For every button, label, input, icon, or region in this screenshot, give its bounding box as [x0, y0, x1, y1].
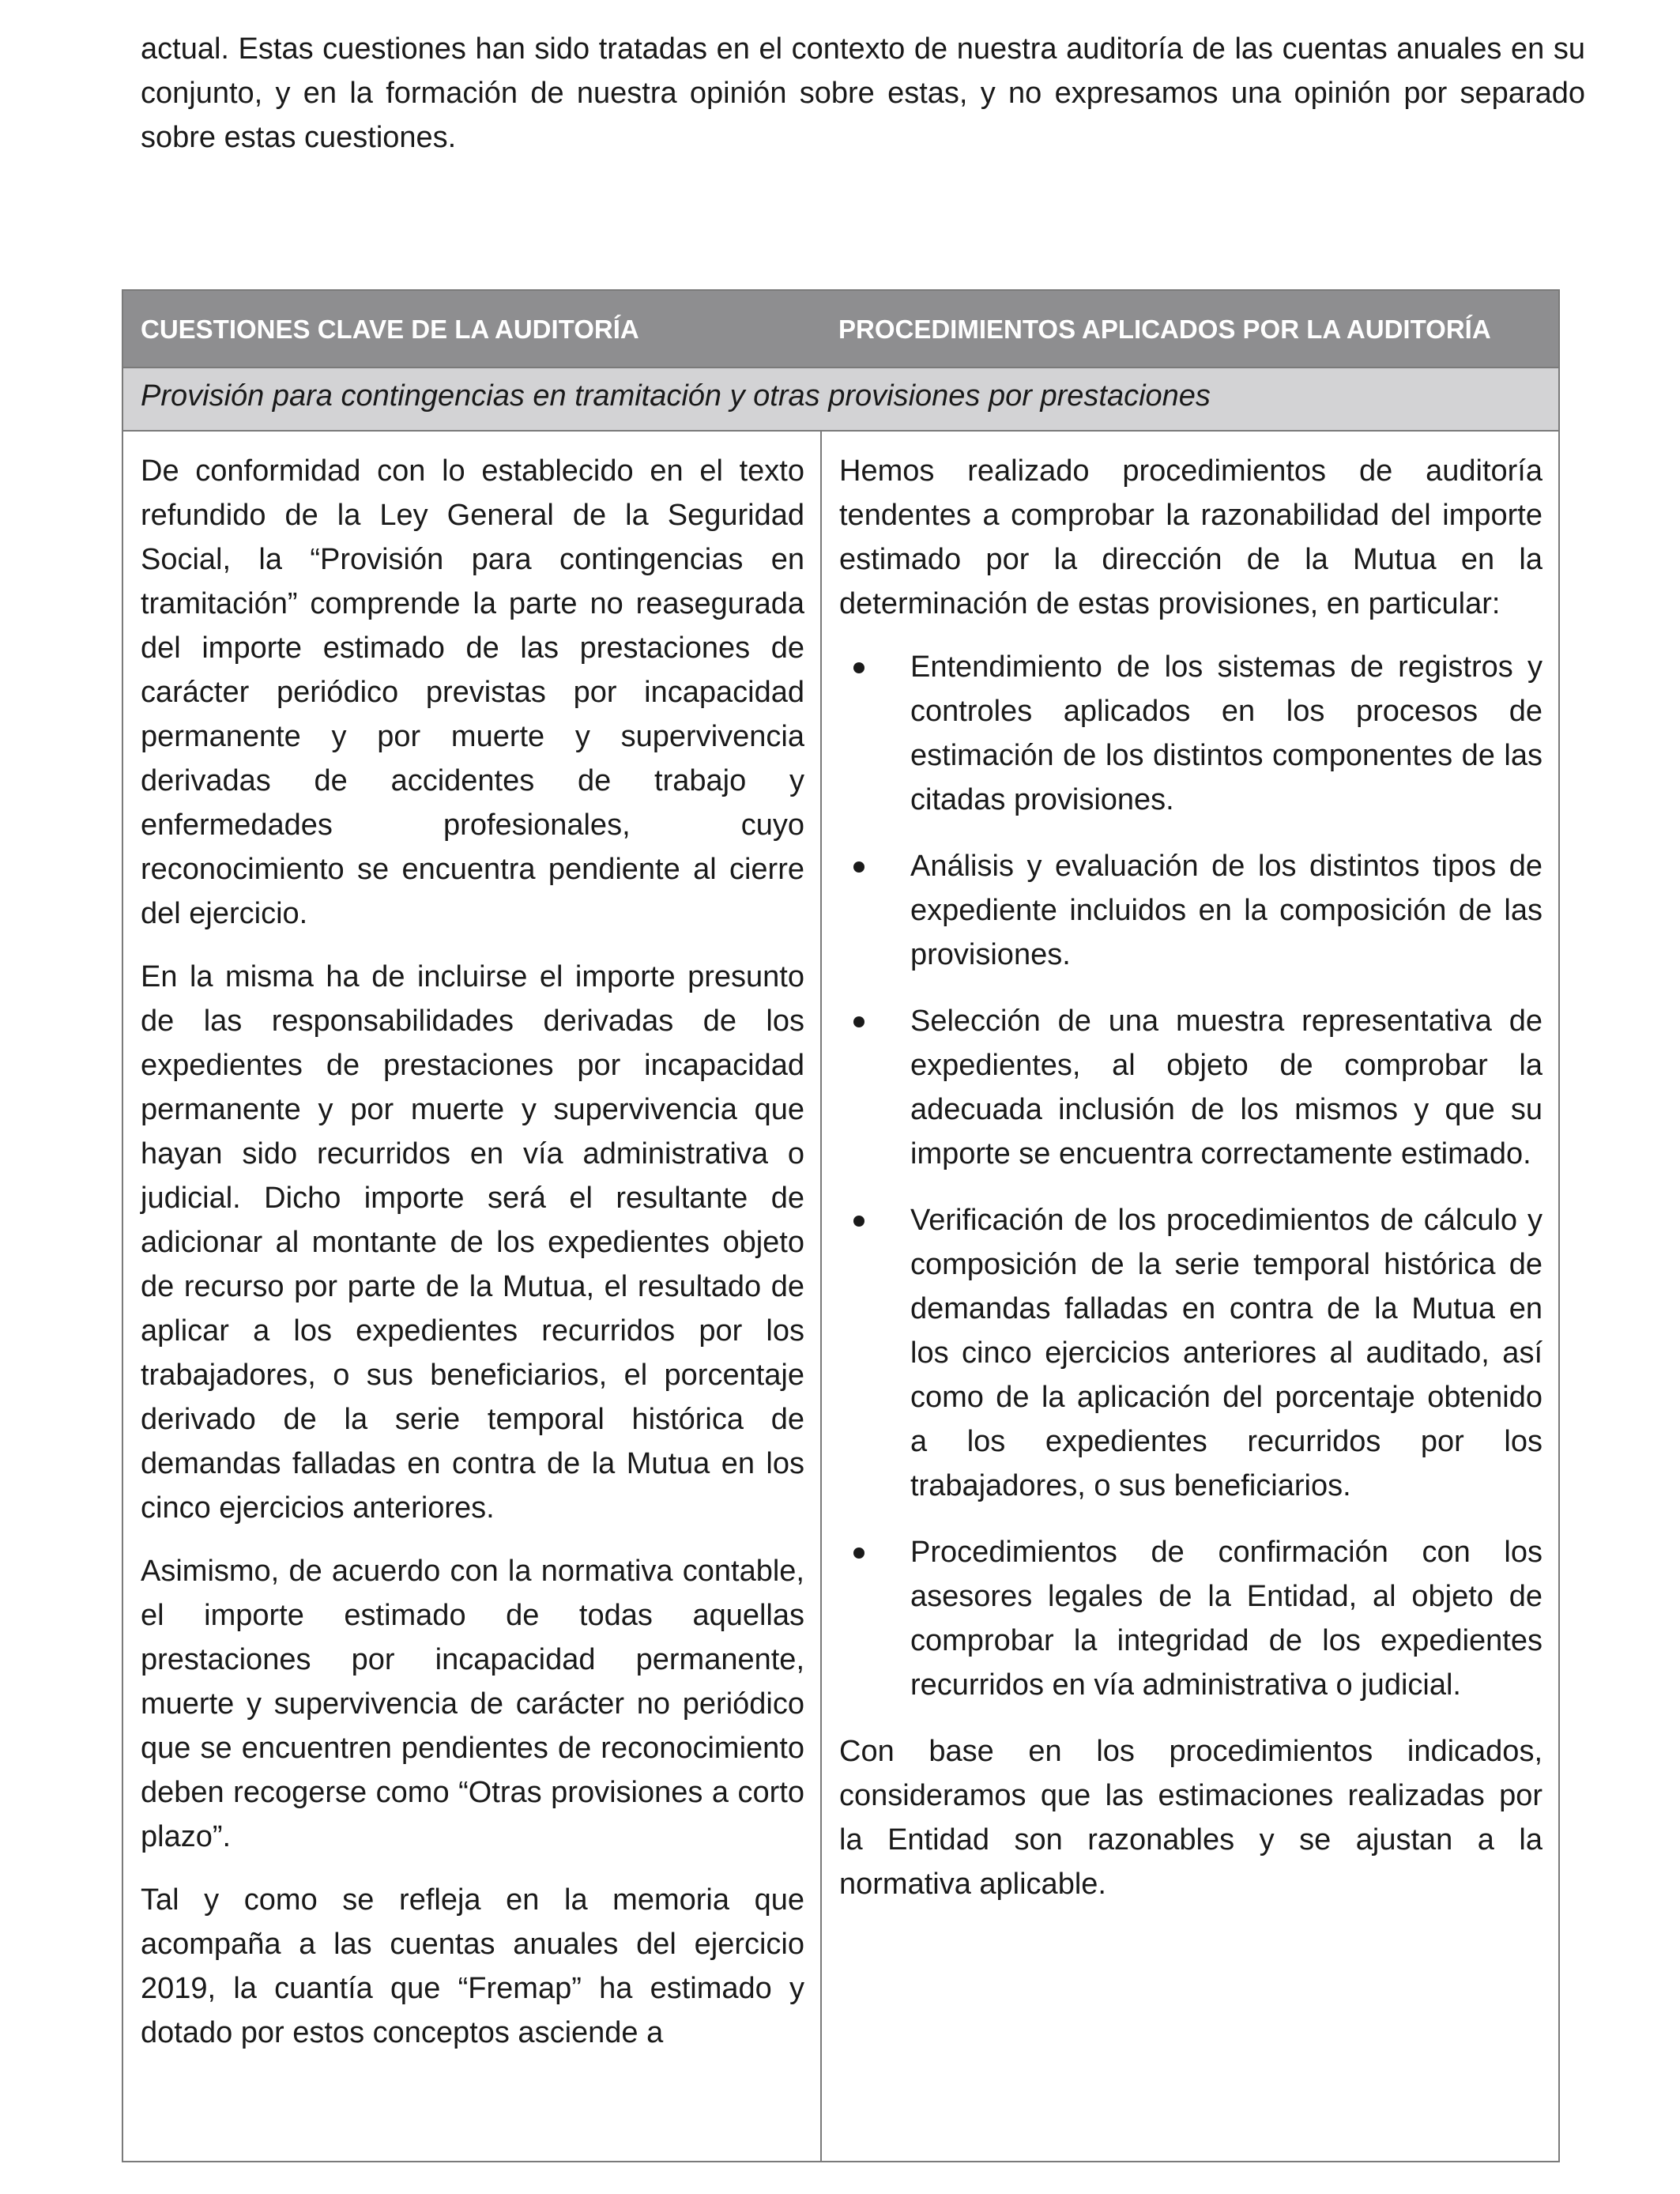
list-item — [839, 1530, 1543, 1707]
header-key-audit-matters: CUESTIONES CLAVE DE LA AUDITORÍA — [141, 315, 639, 344]
bullet-icon — [853, 1216, 864, 1227]
table-header-row — [123, 291, 1558, 367]
header-audit-procedures: PROCEDIMIENTOS APLICADOS POR LA AUDITORÍA — [838, 315, 1491, 344]
procedures-column — [839, 449, 1543, 1925]
procedures-conclusion: Con base en los procedimientos indicados, consideramos que las estimaciones realizadas por la Entidad son razonables y se ajustan a la normativa aplicable. — [839, 1735, 1543, 1901]
procedure-text: Verificación de los procedimientos de cálculo y composición de la serie temporal histórica de demandas falladas en contra de la Mutua en los cinco ejercicios anteriores al auditado, así como de la aplicación del porcentaje obtenido a los expedientes recurridos por los trabajadores, o sus beneficiarios. — [910, 1204, 1543, 1502]
key-matter-paragraph: De conformidad con lo establecido en el texto refundido de la Ley General de la Seguridad Social, la “Provisión para contingencias en tramitación” comprende la parte no reasegurada del importe estimado de las prestaciones de carácter periódico previstas por incapacidad permanente y por muerte y supervivencia derivadas de accidentes de trabajo y enfermedades profesionales, cuyo reconocimiento se encuentra pendiente al cierre del ejercicio. — [141, 454, 804, 930]
key-matter-paragraph: Tal y como se refleja en la memoria que acompaña a las cuentas anuales del ejercicio 2019, la cuantía que “Fremap” ha estimado y dotado por estos conceptos asciende a — [141, 1883, 804, 2049]
subheader-provision-title: Provisión para contingencias en tramitación y otras provisiones por prestaciones — [141, 379, 1211, 413]
column-divider — [820, 432, 822, 2162]
bullet-icon — [853, 1547, 864, 1559]
table-subheader-row — [123, 367, 1558, 432]
list-item — [839, 1198, 1543, 1508]
intro-paragraph: actual. Estas cuestiones han sido tratadas en el contexto de nuestra auditoría de las cuentas anuales en su conjunto, y en la formación de nuestra opinión sobre estas, y no expresamos una opinión por separado sobre estas cuestiones. — [141, 32, 1585, 154]
procedure-text: Procedimientos de confirmación con los asesores legales de la Entidad, al objeto de comprobar la integridad de los expedientes recurridos en vía administrativa o judicial. — [910, 1536, 1543, 1702]
bullet-icon — [853, 662, 864, 673]
bullet-icon — [853, 1016, 864, 1027]
key-matters-column — [141, 449, 804, 2074]
list-item — [839, 844, 1543, 977]
procedure-text: Análisis y evaluación de los distintos tipos de expediente incluidos en la composición de las provisiones. — [910, 850, 1543, 971]
key-audit-matters-table — [122, 289, 1560, 2162]
procedure-text: Entendimiento de los sistemas de registros y controles aplicados en los procesos de estimación de los distintos componentes de las citadas provisiones. — [910, 650, 1543, 816]
list-item — [839, 999, 1543, 1176]
list-item — [839, 645, 1543, 822]
procedures-intro: Hemos realizado procedimientos de auditoría tendentes a comprobar la razonabilidad del importe estimado por la dirección de la Mutua en la determinación de estas provisiones, en particular: — [839, 454, 1543, 620]
bullet-icon — [853, 861, 864, 873]
procedure-text: Selección de una muestra representativa de expedientes, al objeto de comprobar la adecuada inclusión de los mismos y que su importe se encuentra correctamente estimado. — [910, 1005, 1543, 1171]
key-matter-paragraph: Asimismo, de acuerdo con la normativa contable, el importe estimado de todas aquellas prestaciones por incapacidad permanente, muerte y supervivencia de carácter no periódico que se encuentren pendientes de reconocimiento deben recogerse como “Otras provisiones a corto plazo”. — [141, 1555, 804, 1853]
procedures-list — [839, 645, 1543, 1707]
key-matter-paragraph: En la misma ha de incluirse el importe presunto de las responsabilidades derivadas de los expedientes de prestaciones por incapacidad permanente y por muerte y supervivencia que hayan sido recurridos en vía administrativa o judicial. Dicho importe será el resultante de adicionar al montante de los expedientes objeto de recurso por parte de la Mutua, el resultado de aplicar a los expedientes recurridos por los trabajadores, o sus beneficiarios, el porcentaje derivado de la serie temporal histórica de demandas falladas en contra de la Mutua en los cinco ejercicios anteriores. — [141, 960, 804, 1525]
